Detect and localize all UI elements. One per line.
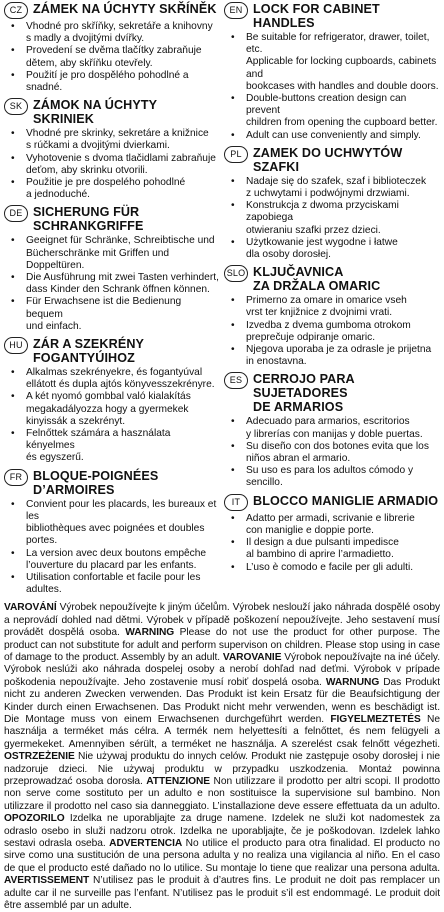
list-item: • Konstrukcja z dwoma przyciskami zapobiega otwieraniu szafki przez dzieci. xyxy=(224,200,440,237)
list-item: • Su diseño con dos botones evita que los niños abran el armario. xyxy=(224,441,440,465)
section-de xyxy=(4,205,220,333)
list-item: • Su uso es para los adultos cómodo y sencillo. xyxy=(224,465,440,489)
section-fr xyxy=(4,469,220,597)
list-item: • Utilisation confortable et facile pour les adultes. xyxy=(4,572,220,596)
list-item: • Double-buttons creation design can prevent children from opening the cupboard better. xyxy=(224,93,440,130)
list-item: • Geeignet für Schränke, Schreibtische und Bücherschränke mit Griffen und Doppeltüren. xyxy=(4,235,220,272)
list-item: • Adult can use conveniently and simply. xyxy=(224,130,440,142)
list-item: • Il design a due pulsanti impedisce al bambino di aprire l’armadietto. xyxy=(224,537,440,561)
list-item: • Adatto per armadi, scrivanie e librerie con maniglie e doppie porte. xyxy=(224,513,440,537)
warning-text: Ne használja a terméket más célra. A termék nem helyettesíti a felnőttet, és nem felügyeli a gyermekeket. Amennyiben sérült, a terméket ne használja. A szerelést csak felnőtt végezheti. xyxy=(4,713,440,750)
warning-label: ATTENZIONE xyxy=(146,776,211,787)
section-title: LOCK FOR CABINET HANDLES xyxy=(253,2,380,30)
list-item: • Použitie je pre dospelého pohodlné a jednoduché. xyxy=(4,177,220,201)
section-sk xyxy=(4,98,220,201)
warning-label: OPOZORILO xyxy=(4,813,65,825)
section-slo xyxy=(224,265,440,368)
feature-list xyxy=(4,235,220,333)
warning-label: ADVERTENCIA xyxy=(109,838,183,850)
list-item: • Convient pour les placards, les bureaux et les bibliothèques avec poignées et doubles portes. xyxy=(4,499,220,548)
feature-list xyxy=(224,513,440,574)
warning-label: FIGYELMEZTETÉS xyxy=(330,713,421,725)
language-badge: IT xyxy=(224,494,248,511)
section-it xyxy=(224,494,440,574)
warning-text: Výrobek nepoužívejte k jiným účelům. Výrobek neslouží jako náhrada dospělé osoby a neprovádí dohled nad dětmi. Výrobek v případě poškození nepoužívejte. Jeho sestavení musí provádět dospělá osoba. xyxy=(4,602,440,639)
list-item: • Provedení se dvěma tlačítky zabraňuje dětem, aby skříňku otevřely. xyxy=(4,45,220,69)
list-item: • Vyhotovenie s dvoma tlačidlami zabraňuje deťom, aby skrinku otvorili. xyxy=(4,153,220,177)
language-columns xyxy=(4,2,440,600)
warning-text: Nie używaj produktu do innych celów. Produkt nie zastępuje osoby dorosłej i nie nadzoruje dzieci. Nie używaj produktu w przypadku uszkodzenia. Montaż powinna przeprowadzać osoba dorosła. xyxy=(4,751,440,787)
feature-list xyxy=(224,32,440,142)
warning-label: WARNING xyxy=(125,627,175,639)
section-cz xyxy=(4,2,220,94)
section-title: CERROJO PARA SUJETADORES DE ARMARIOS xyxy=(253,372,355,415)
list-item: • Alkalmas szekrényekre, és fogantyúval ellátott és dupla ajtós könyvesszekrényre. xyxy=(4,367,220,391)
warning-text: Das Produkt nicht zu anderen Zwecken verwenden. Das Produkt ist kein Ersatz für die Beaufsichtigung der Kinder durch einen Erwachsenen. Das Produkt nicht mehr verwenden, wenn es beschädigt ist. Die Montage muss von einem Erwachsenen durchgeführt werden. xyxy=(4,676,440,725)
list-item: • Vhodné pre skrinky, sekretáre a knižnice s rúčkami a dvojitými dvierkami. xyxy=(4,128,220,152)
section-title: BLOQUE-POIGNÉES D’ARMOIRES xyxy=(33,468,159,497)
list-item: • Die Ausführung mit zwei Tasten verhindert, dass Kinder den Schrank öffnen können. xyxy=(4,272,220,296)
list-item: • Njegova uporaba je za odrasle je prijetna in enostavna. xyxy=(224,344,440,368)
warning-label: OSTRZEŻENIE xyxy=(4,751,75,763)
list-item: • Be suitable for refrigerator, drawer, toilet, etc. Applicable for locking cupboards, cabinets and bookcases with handles and double doors. xyxy=(224,32,440,93)
list-item: • La version avec deux boutons empêche l’ouverture du placard par les enfants. xyxy=(4,548,220,572)
list-item: • Použití je pro dospělého pohodlné a snadné. xyxy=(4,70,220,94)
feature-list xyxy=(4,367,220,465)
warning-text: Výrobok nepoužívajte na iné účely. Výrobok neslúži ako náhrada dospelej osoby a nerobí dohľad nad deťmi. Výrobok v prípade poškodenia nepoužívajte. Jeho zostavenie musí robiť dospelá osoba. xyxy=(4,651,440,688)
warning-label: VAROVÁNÍ xyxy=(4,602,57,614)
language-badge: CZ xyxy=(4,2,28,19)
feature-list xyxy=(224,176,440,261)
section-title: ZAMEK DO UCHWYTÓW SZAFKI xyxy=(253,145,403,174)
section-title: ZÁMOK NA ÚCHYTY SKRINIEK xyxy=(33,98,157,127)
section-title: SICHERUNG FÜR SCHRANKGRIFFE xyxy=(33,205,144,234)
right-column xyxy=(224,2,440,600)
language-badge: SLO xyxy=(224,265,248,282)
left-column xyxy=(4,2,220,600)
feature-list xyxy=(4,21,220,94)
list-item: • A két nyomó gombbal való kialakítás megakadályozza hogy a gyermekek kinyissák a szekrényt. xyxy=(4,391,220,428)
list-item: • Użytkowanie jest wygodne i łatwe dla osoby dorosłej. xyxy=(224,237,440,261)
language-badge: ES xyxy=(224,372,248,389)
feature-list xyxy=(224,295,440,368)
list-item: • Vhodné pro skříňky, sekretáře a knihovny s madly a dvojitými dvířky. xyxy=(4,21,220,45)
section-title: ZÁMEK NA ÚCHYTY SKŘÍNĚK xyxy=(33,2,217,16)
language-badge: HU xyxy=(4,337,28,354)
section-title: ZÁR A SZEKRÉNY FOGANTYÚIHOZ xyxy=(33,337,145,366)
language-badge: SK xyxy=(4,98,28,115)
list-item: • Für Erwachsene ist die Bedienung bequem und einfach. xyxy=(4,296,220,333)
language-badge: FR xyxy=(4,469,28,486)
warning-text: Non utilizzare il prodotto per altri scopi. Il prodotto non serve come sostituto per un adulto e non sostituisce la supervisione sul bambino. Non utilizzare il prodotto nel caso sia danneggiato. L’installazione deve essere effettuata da un adulto. xyxy=(4,776,440,812)
warning-label: WARNUNG xyxy=(325,676,380,688)
warning-text: Please do not use the product for other purpose. The product can not substitute for adult and perform supervison on children. Please stop using in case of damage to the product. Assembly by an adult. xyxy=(4,627,440,663)
language-badge: EN xyxy=(224,2,248,19)
feature-list xyxy=(4,499,220,597)
section-en xyxy=(224,2,440,142)
list-item: • L’uso è comodo e facile per gli adulti. xyxy=(224,562,440,574)
list-item: • Primerno za omare in omarice vseh vrst ter knjižnice z dvojnimi vrati. xyxy=(224,295,440,319)
section-es xyxy=(224,372,440,489)
warning-label: VAROVANIE xyxy=(222,651,282,663)
list-item: • Adecuado para armarios, escritorios y librerías con manijas y doble puertas. xyxy=(224,416,440,440)
warning-text: No utilice el producto para otra finalidad. El producto no sirve como una sustitución de una persona adulta y no realiza una vigilancia al niño. En el caso de que el producto esté dañado no lo utilice. Su montaje lo tiene que realizar una persona adulta. xyxy=(4,838,440,874)
section-title: KLJUČAVNICA ZA DRŽALA OMARIC xyxy=(253,265,381,294)
feature-list xyxy=(224,416,440,489)
warning-text: Izdelka ne uporabljajte za druge namene. Izdelek ne služi kot nadomestek za odraslo osebo in služi nadzoru otrok. Izdelka ne uporabljajte, če je poškodovan. Izdelek lahko sestavi odrasla oseba. xyxy=(4,813,440,850)
feature-list xyxy=(4,128,220,201)
list-item: • Felnőttek számára a használata kényelmes és egyszerű. xyxy=(4,428,220,465)
section-hu xyxy=(4,337,220,465)
language-badge: DE xyxy=(4,205,28,222)
section-pl xyxy=(224,146,440,261)
language-badge: PL xyxy=(224,146,248,163)
warning-text: N’utilisez pas le produit à d’autres fins. Le produit ne doit pas remplacer un adulte car il ne surveille pas l’enfant. N’utilisez pas le produit s’il est endommagé. Le produit doit être assemblé par un adulte. xyxy=(4,875,440,912)
section-title: BLOCCO MANIGLIE ARMADIO xyxy=(253,493,439,508)
warning-label: AVERTISSEMENT xyxy=(4,875,90,887)
list-item: • Izvedba z dvema gumboma otrokom preprečuje odpiranje omaric. xyxy=(224,320,440,344)
list-item: • Nadaje się do szafek, szaf i biblioteczek z uchwytami i podwójnymi drzwiami. xyxy=(224,176,440,200)
warnings-block xyxy=(4,602,440,912)
